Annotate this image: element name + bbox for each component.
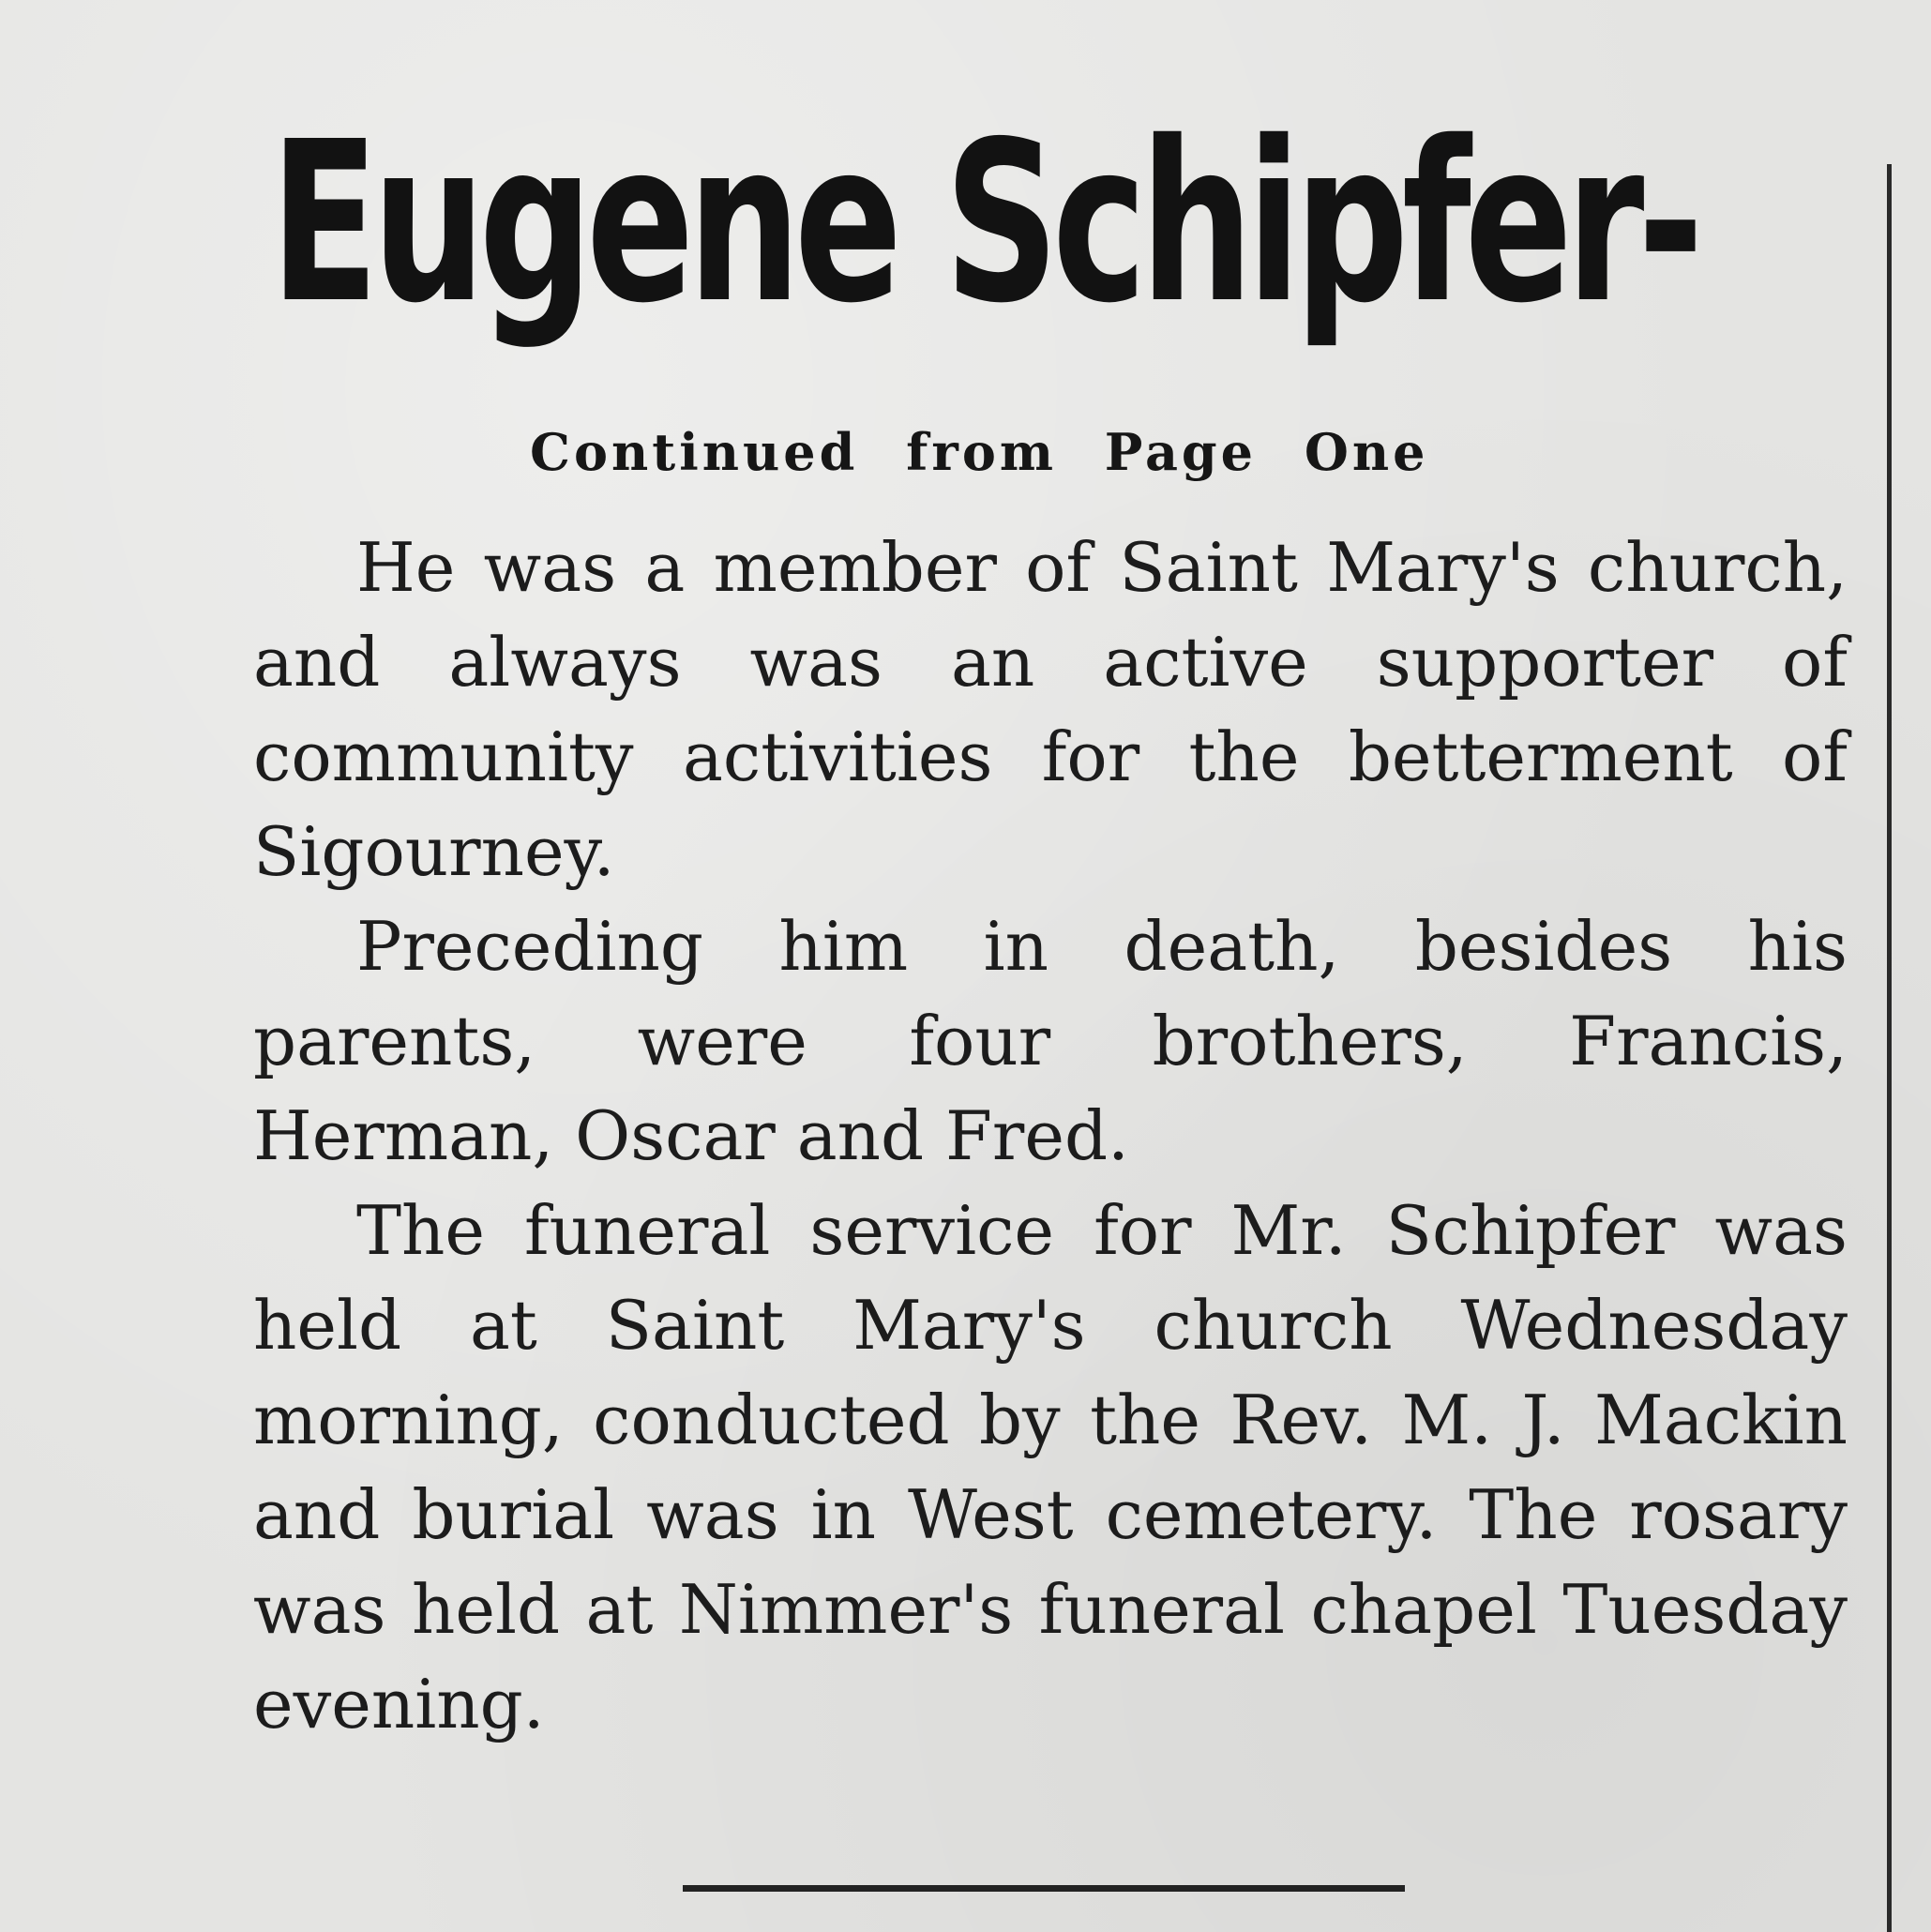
column-rule — [1887, 164, 1892, 1932]
headline: Eugene Schipfer- — [270, 94, 1697, 352]
article-body — [253, 521, 1848, 1752]
paragraph-survivors: Preceding him in death, besides his parents, were four brothers, Francis, Herman, Oscar and Fred. — [253, 907, 1848, 1175]
end-rule — [683, 1885, 1405, 1892]
continuation-subheading: Continued from Page One — [530, 422, 1429, 482]
paragraph-funeral: The funeral service for Mr. Schipfer was held at Saint Mary's church Wednesday morning, conducted by the Rev. M. J. Mackin and burial was in West cemetery. The rosary was held at Nimmer's funeral chapel Tuesday evening. — [253, 1191, 1848, 1743]
paragraph-membership: He was a member of Saint Mary's church, and always was an active supporter of community activities for the betterment of Sigourney. — [253, 528, 1848, 891]
